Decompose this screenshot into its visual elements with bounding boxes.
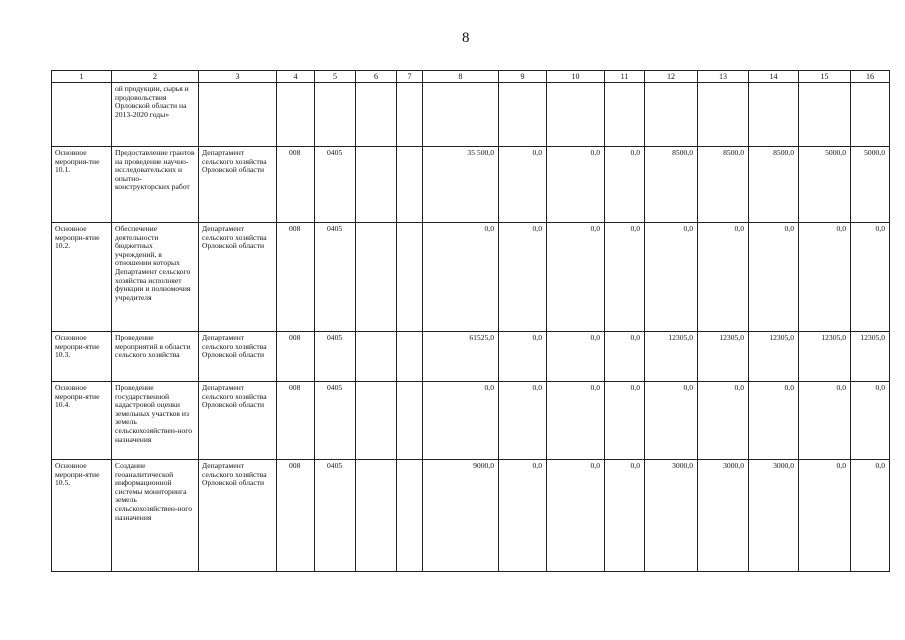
- table-cell: 0405: [315, 460, 356, 572]
- table-cell: 0,0: [851, 382, 890, 460]
- table-cell: 008: [277, 460, 315, 572]
- table-cell: Основное меропри-ятие 10.4.: [52, 382, 112, 460]
- table-row: [52, 83, 890, 147]
- table-cell: 0,0: [499, 332, 547, 382]
- table-cell: Основное мероприя-тие 10.1.: [52, 147, 112, 223]
- table-cell: 12305,0: [645, 332, 698, 382]
- column-header: 8: [423, 71, 499, 83]
- table-cell: 0,0: [749, 223, 799, 332]
- table-cell: 0,0: [799, 223, 851, 332]
- table-cell: [356, 223, 397, 332]
- table-cell: 008: [277, 147, 315, 223]
- table-cell: 35 500,0: [423, 147, 499, 223]
- table-cell: Основное меропри-ятие 10.2.: [52, 223, 112, 332]
- table-cell: 8500,0: [645, 147, 698, 223]
- table-cell: [277, 83, 315, 147]
- table-cell: 3000,0: [749, 460, 799, 572]
- column-header: 15: [799, 71, 851, 83]
- table-cell: Проведение государственной кадастровой оценки земельных участков из земель сельскохозяйствен-ного назначения: [112, 382, 199, 460]
- column-header: 7: [397, 71, 423, 83]
- table-cell: 12305,0: [851, 332, 890, 382]
- header-row: [52, 71, 890, 83]
- column-header: 14: [749, 71, 799, 83]
- table-cell: 0,0: [799, 382, 851, 460]
- table-cell: 61525,0: [423, 332, 499, 382]
- table-cell: [799, 83, 851, 147]
- column-header: 4: [277, 71, 315, 83]
- table-row: [52, 460, 890, 572]
- column-header: 3: [199, 71, 277, 83]
- table-cell: 12305,0: [698, 332, 749, 382]
- table-cell: 0,0: [605, 460, 645, 572]
- table-cell: [397, 332, 423, 382]
- table-cell: [356, 147, 397, 223]
- table-cell: 0405: [315, 223, 356, 332]
- table-cell: 0,0: [605, 147, 645, 223]
- table-cell: Предоставление грантов на проведение научно-исследовательских и опытно-конструкторских работ: [112, 147, 199, 223]
- table-cell: [397, 460, 423, 572]
- table-cell: 0,0: [499, 460, 547, 572]
- table-cell: 12305,0: [749, 332, 799, 382]
- column-header: 9: [499, 71, 547, 83]
- column-header: 1: [52, 71, 112, 83]
- column-header: 10: [547, 71, 605, 83]
- table-row: [52, 223, 890, 332]
- table-cell: Департамент сельского хозяйства Орловской области: [199, 332, 277, 382]
- table-cell: 0405: [315, 147, 356, 223]
- table-cell: Департамент сельского хозяйства Орловской области: [199, 460, 277, 572]
- table-cell: 5000,0: [851, 147, 890, 223]
- column-header: 11: [605, 71, 645, 83]
- table-cell: 3000,0: [645, 460, 698, 572]
- table-cell: 0,0: [698, 223, 749, 332]
- table-cell: 0,0: [851, 223, 890, 332]
- table-cell: [315, 83, 356, 147]
- table-cell: [547, 83, 605, 147]
- table-cell: 0405: [315, 382, 356, 460]
- budget-table: [51, 70, 890, 572]
- column-header: 16: [851, 71, 890, 83]
- table-cell: 0,0: [605, 332, 645, 382]
- table-cell: 0,0: [423, 223, 499, 332]
- table-cell: ой продукции, сырья и продовольствия Орловской области на 2013-2020 годы»: [112, 83, 199, 147]
- table-cell: Обеспечение деятельности бюджетных учреждений, в отношении которых Департамент сельского хозяйства исполняет функции и полномочия учредителя: [112, 223, 199, 332]
- column-header: 6: [356, 71, 397, 83]
- table-cell: 9000,0: [423, 460, 499, 572]
- table-cell: 0,0: [645, 223, 698, 332]
- column-header: 5: [315, 71, 356, 83]
- table-cell: [356, 83, 397, 147]
- table-cell: [356, 460, 397, 572]
- table-cell: [199, 83, 277, 147]
- column-header: 13: [698, 71, 749, 83]
- table-cell: [397, 83, 423, 147]
- table-cell: 5000,0: [799, 147, 851, 223]
- table-cell: Основное меропри-ятие 10.3.: [52, 332, 112, 382]
- table-cell: 0,0: [698, 382, 749, 460]
- table-cell: 0,0: [605, 223, 645, 332]
- table-cell: 0,0: [547, 332, 605, 382]
- table-cell: [397, 223, 423, 332]
- table-cell: [356, 332, 397, 382]
- table-cell: 0,0: [547, 223, 605, 332]
- table-cell: 008: [277, 382, 315, 460]
- table-cell: [356, 382, 397, 460]
- table-cell: 8500,0: [749, 147, 799, 223]
- table-cell: 0,0: [499, 382, 547, 460]
- table-cell: 0,0: [749, 382, 799, 460]
- table-cell: 8500,0: [698, 147, 749, 223]
- table-cell: [851, 83, 890, 147]
- table-cell: Департамент сельского хозяйства Орловской области: [199, 382, 277, 460]
- table-cell: Департамент сельского хозяйства Орловской области: [199, 147, 277, 223]
- table-cell: [52, 83, 112, 147]
- table-cell: 0,0: [499, 147, 547, 223]
- table-cell: [698, 83, 749, 147]
- table-cell: 0,0: [499, 223, 547, 332]
- table-cell: [397, 147, 423, 223]
- table-cell: Основное меропри-ятие 10.5.: [52, 460, 112, 572]
- table-cell: 008: [277, 223, 315, 332]
- table-cell: 0,0: [547, 460, 605, 572]
- table-cell: 0,0: [799, 460, 851, 572]
- table-cell: 3000,0: [698, 460, 749, 572]
- table-cell: [397, 382, 423, 460]
- table-cell: [499, 83, 547, 147]
- table-cell: 0,0: [547, 382, 605, 460]
- page-number: 8: [462, 30, 470, 46]
- table-cell: Проведение мероприятий в области сельского хозяйства: [112, 332, 199, 382]
- table-cell: 12305,0: [799, 332, 851, 382]
- table-cell: 0,0: [851, 460, 890, 572]
- table-row: [52, 332, 890, 382]
- table-cell: Создание геоаналитической информационной системы мониторинга земель сельскохозяйствен-ного назначения: [112, 460, 199, 572]
- column-header: 2: [112, 71, 199, 83]
- table-cell: 0,0: [605, 382, 645, 460]
- table-cell: 0,0: [547, 147, 605, 223]
- table-cell: 0405: [315, 332, 356, 382]
- table-row: [52, 382, 890, 460]
- table-cell: [645, 83, 698, 147]
- table-row: [52, 147, 890, 223]
- table-cell: [605, 83, 645, 147]
- table-cell: [749, 83, 799, 147]
- table-cell: [423, 83, 499, 147]
- table-cell: Департамент сельского хозяйства Орловской области: [199, 223, 277, 332]
- table-cell: 0,0: [423, 382, 499, 460]
- column-header: 12: [645, 71, 698, 83]
- table-cell: 008: [277, 332, 315, 382]
- table-cell: 0,0: [645, 382, 698, 460]
